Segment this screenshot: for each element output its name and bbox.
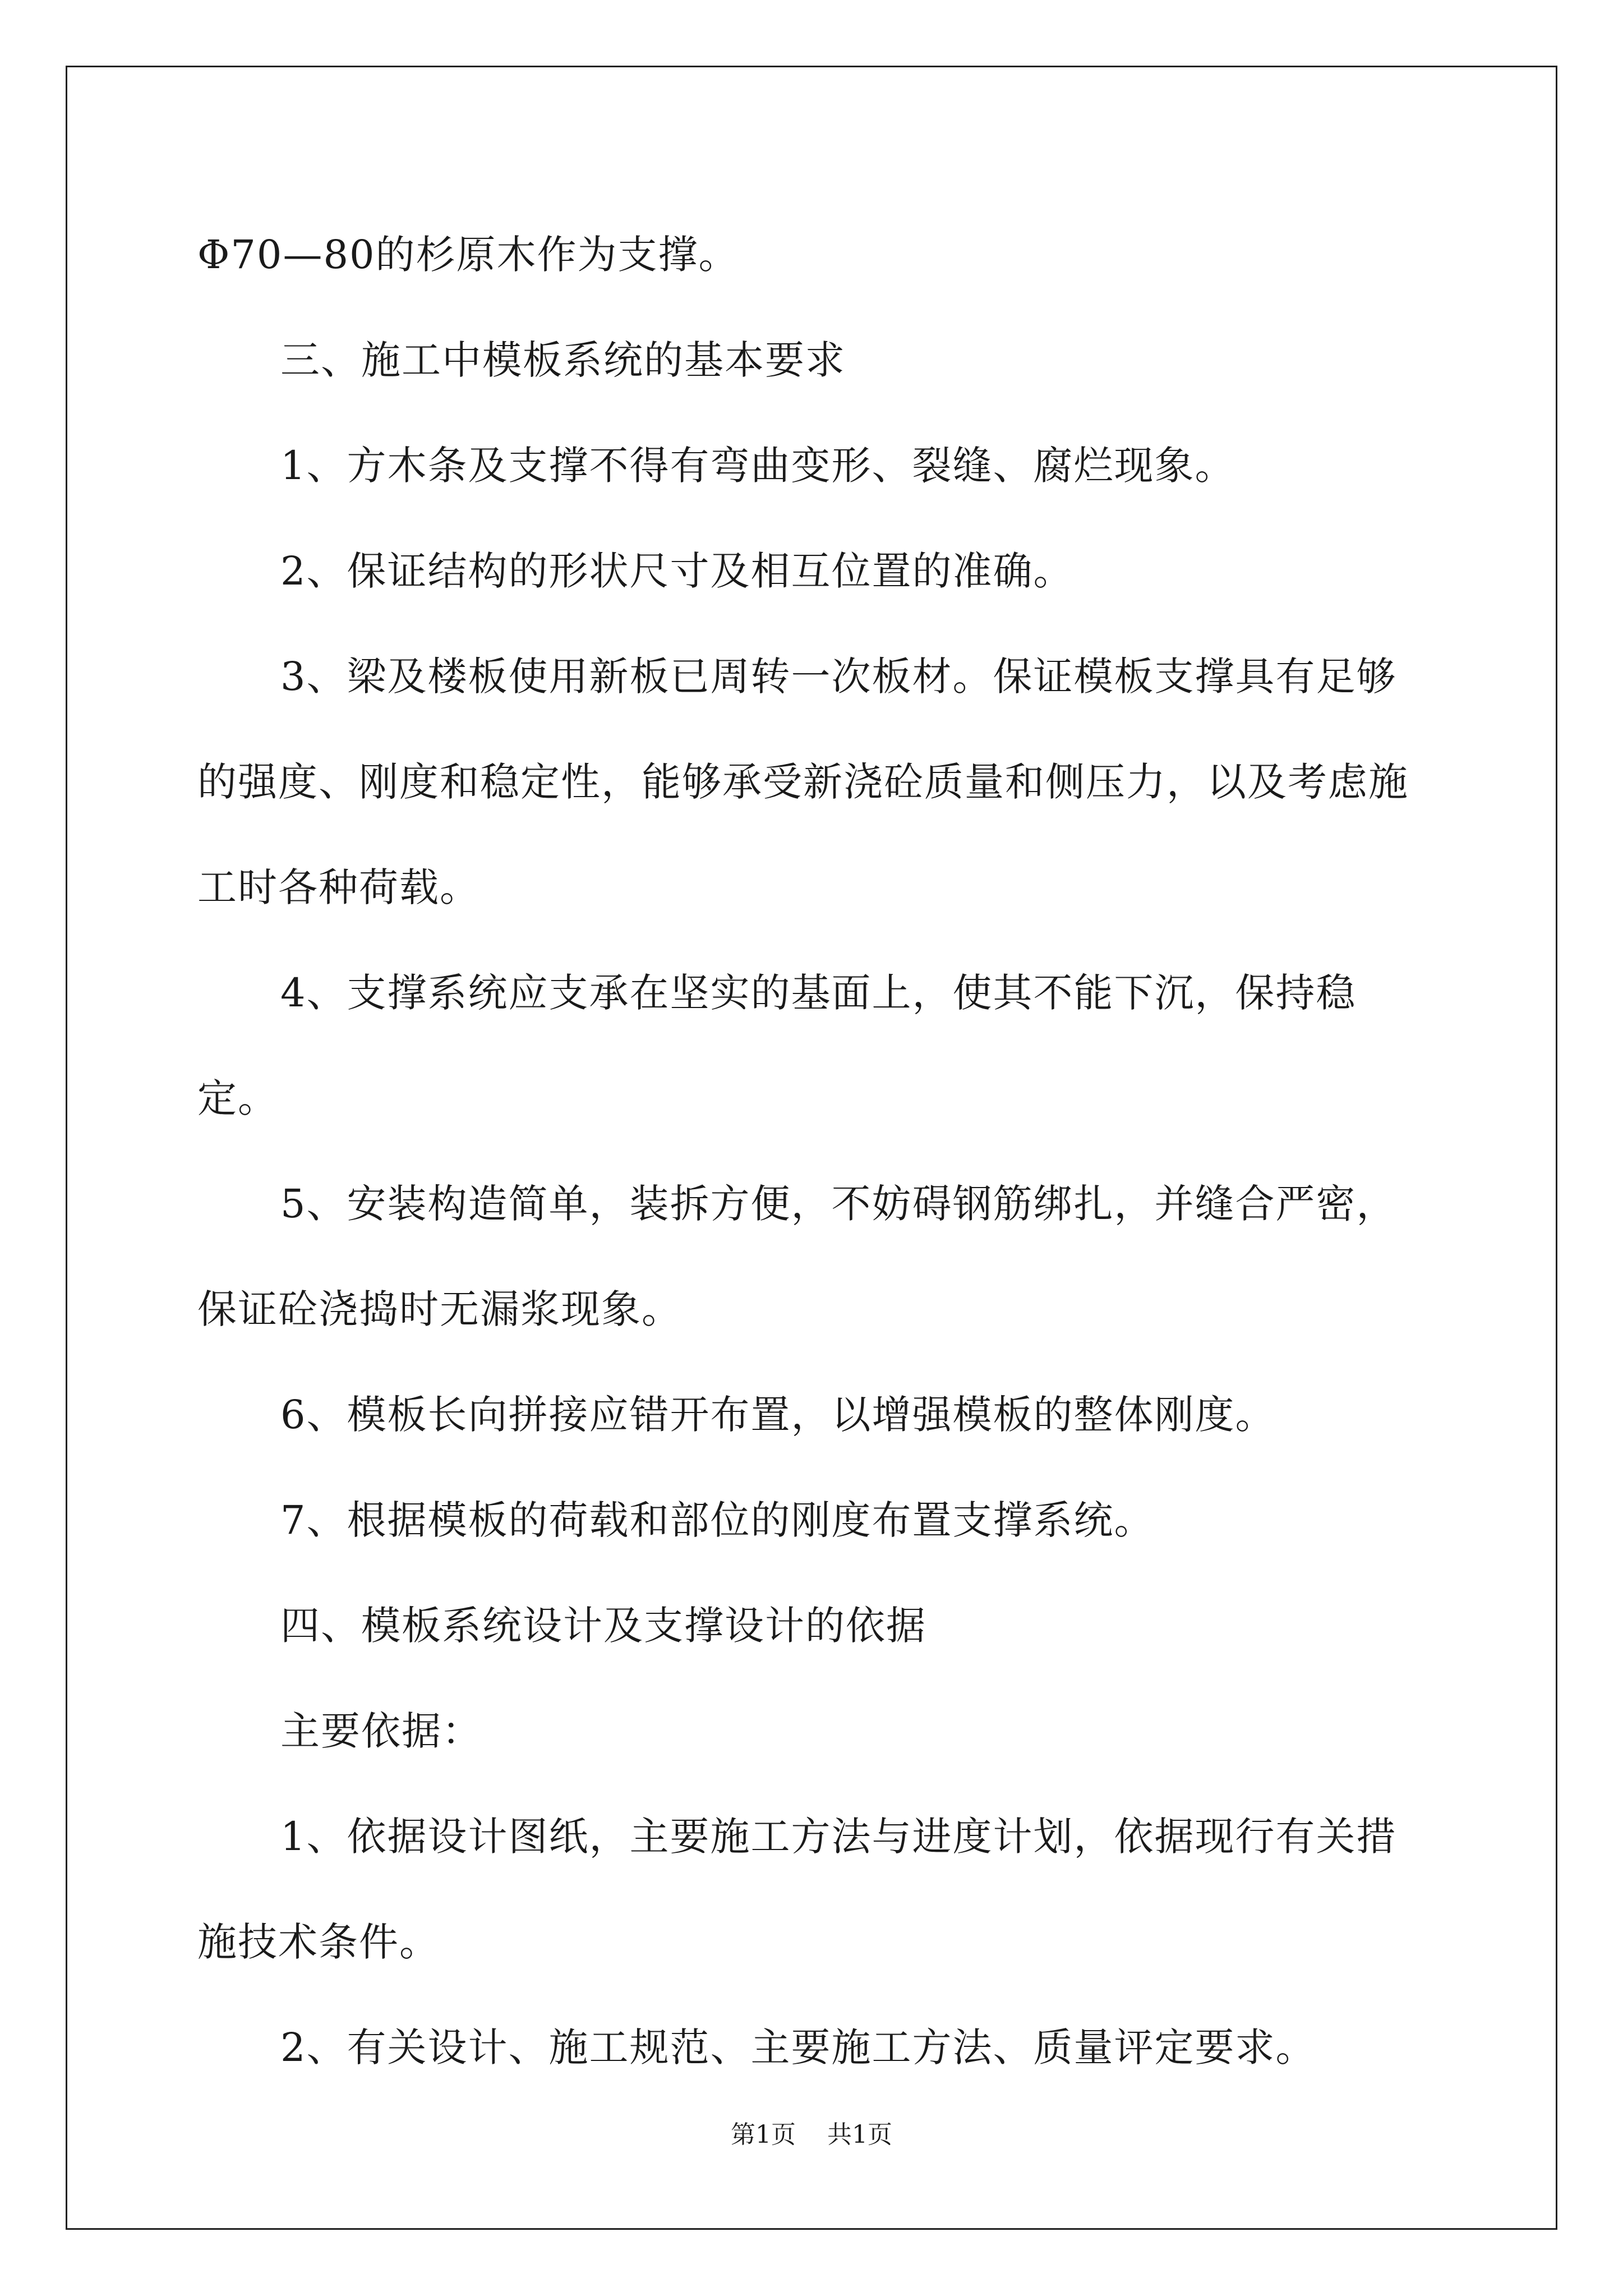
section-heading-4: 四、模板系统设计及支撑设计的依据: [280, 1603, 926, 1649]
paragraph-item-4: 4、支撑系统应支承在坚实的基面上，使其不能下沉，保持稳定。: [197, 970, 1357, 1121]
paragraph-item-7: 7、根据模板的荷载和部位的刚度布置支撑系统。: [280, 1497, 1155, 1543]
paragraph-basis-1: 1、依据设计图纸，主要施工方法与进度计划，依据现行有关措施技术条件。: [197, 1814, 1397, 1965]
paragraph-item-1: 1、方木条及支撑不得有弯曲变形、裂缝、腐烂现象。: [280, 443, 1235, 489]
paragraph-item-6: 6、模板长向拼接应错开布置，以增强模板的整体刚度。: [280, 1392, 1276, 1438]
page-number-current: 第1页: [731, 2120, 796, 2149]
document-body: [197, 202, 1437, 2100]
paragraph-item-2: 2、保证结构的形状尺寸及相互位置的准确。: [280, 548, 1074, 594]
paragraph-basis-2: 2、有关设计、施工规范、主要施工方法、质量评定要求。: [280, 2024, 1316, 2070]
page-footer: [0, 2118, 1623, 2152]
paragraph-item-3: 3、梁及楼板使用新板已周转一次板材。保证模板支撑具有足够的强度、刚度和稳定性，能够承受新浇砼质量和侧压力，以及考虑施工时各种荷载。: [197, 654, 1409, 910]
paragraph-main-basis: 主要依据：: [280, 1708, 482, 1754]
section-heading-3: 三、施工中模板系统的基本要求: [280, 337, 846, 383]
page-number-total: 共1页: [827, 2120, 892, 2149]
paragraph-1: Φ70—80的杉原木作为支撑。: [197, 232, 739, 278]
paragraph-item-5: 5、安装构造简单，装拆方便，不妨碍钢筋绑扎，并缝合严密，保证砼浇捣时无漏浆现象。: [197, 1181, 1397, 1332]
